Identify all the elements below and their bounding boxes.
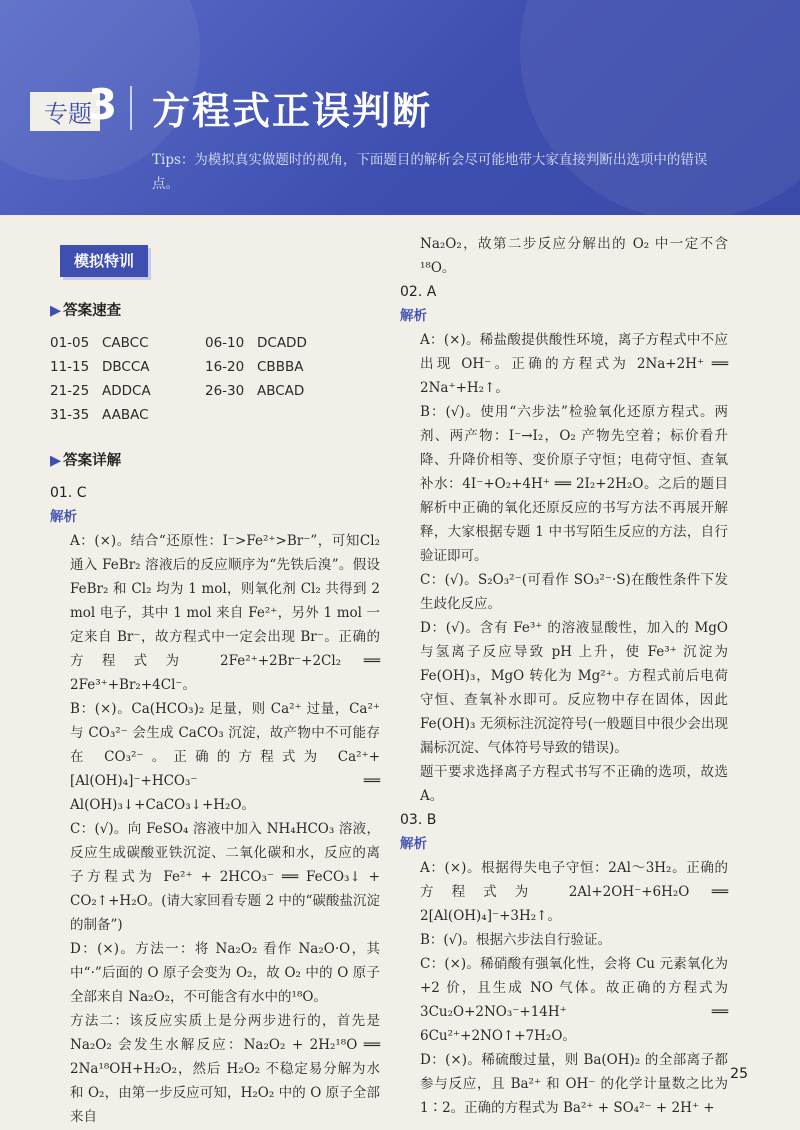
analysis-paragraph: C：(×)。稀硝酸有强氧化性，会将 Cu 元素氧化为+2 价，且生成 NO 气体。故正确的方程式为 3Cu₂O+2NO₃⁻+14H⁺ ══ 6Cu²⁺+2NO↑+7H₂O。	[420, 956, 728, 1044]
answer-range: 11-15	[50, 359, 90, 375]
answer-range: 01-05	[50, 335, 90, 351]
analysis-label: 解析	[400, 308, 427, 324]
analysis-paragraph: B：(√)。使用“六步法”检验氧化还原方程式。两剂、两产物：I⁻→I₂，O₂ 产物先空着；标价看升降、升降价相等、变价原子守恒；电荷守恒、查氧补水：4I⁻+O₂+4H⁺ ══ 2I₂+2H₂O。之后的题目解析中正确的氧化还原反应的书写方法不再展开解释，大家根据专题 1 中书写陌生反应的方法，自行验证即可。	[420, 404, 728, 564]
right-column	[400, 232, 728, 1120]
answer-range: 31-35	[50, 407, 90, 423]
answer-cell	[50, 355, 205, 379]
answer-cell	[50, 403, 205, 427]
answer-cell	[205, 355, 360, 379]
header-banner	[0, 0, 800, 215]
answer-value: ADDCA	[102, 383, 151, 399]
answer-cell	[50, 379, 205, 403]
answer-row	[50, 379, 380, 403]
analysis-paragraph: D：(×)。方法一：将 Na₂O₂ 看作 Na₂O·O，其中“·”后面的 O 原子会变为 O₂，故 O₂ 中的 O 原子全部来自 Na₂O₂，不可能含有水中的¹⁸O。	[70, 941, 380, 1005]
analysis-paragraph: A：(×)。稀盐酸提供酸性环境，离子方程式中不应出现 OH⁻。正确的方程式为 2Na+2H⁺ ══ 2Na⁺+H₂↑。	[420, 332, 728, 396]
details-heading: ▶ 答案详解	[50, 453, 122, 469]
left-questions	[50, 481, 380, 1129]
question-number: 03. B	[400, 812, 437, 828]
right-questions	[400, 280, 728, 1120]
analysis-paragraph: A：(×)。结合“还原性：I⁻>Fe²⁺>Br⁻”，可知Cl₂ 通入 FeBr₂ 溶液后的反应顺序为“先铁后溴”。假设 FeBr₂ 和 Cl₂ 均为 1 mol，则氧化剂 Cl₂ 共得到 2 mol 电子，其中 1 mol 来自 Fe²⁺，另外 1 mol 一定来自 Br⁻，故方程式中一定会出现 Br⁻。正确的方程式为 2Fe²⁺+2Br⁻+2Cl₂ ══ 2Fe³⁺+Br₂+4Cl⁻。	[70, 533, 380, 693]
answer-value: ABCAD	[257, 383, 305, 399]
answer-value: AABAC	[102, 407, 149, 423]
page-number: 25	[730, 1066, 748, 1082]
quick-answers-heading: ▶ 答案速查	[50, 303, 122, 319]
answer-cell	[205, 331, 360, 355]
left-column	[50, 245, 380, 1129]
topic-tag: 专题	[30, 92, 100, 131]
topic-number: 3	[88, 80, 118, 129]
analysis-paragraph: C：(√)。向 FeSO₄ 溶液中加入 NH₄HCO₃ 溶液，反应生成碳酸亚铁沉淀、二氧化碳和水，反应的离子方程式为 Fe²⁺ + 2HCO₃⁻ ══ FeCO₃↓ + CO₂↑+H₂O。(请大家回看专题 2 中的“碳酸盐沉淀的制备”)	[70, 821, 380, 933]
analysis-paragraph: C：(√)。S₂O₃²⁻(可看作 SO₃²⁻·S)在酸性条件下发生歧化反应。	[420, 572, 728, 612]
answer-range: 16-20	[205, 359, 245, 375]
title-divider	[130, 86, 132, 130]
analysis-paragraph: 题干要求选择离子方程式书写不正确的选项，故选 A。	[420, 764, 728, 804]
answer-row	[50, 355, 380, 379]
analysis-label: 解析	[50, 509, 77, 525]
analysis-paragraph: D：(×)。稀硫酸过量，则 Ba(OH)₂ 的全部离子都参与反应，且 Ba²⁺ 和 OH⁻ 的化学计量数之比为 1∶2。正确的方程式为 Ba²⁺ + SO₄²⁻ + 2H⁺ +	[420, 1052, 728, 1116]
section-badge: 模拟特训	[60, 245, 148, 277]
question-number: 01. C	[50, 485, 87, 501]
answer-range: 06-10	[205, 335, 245, 351]
answer-range: 21-25	[50, 383, 90, 399]
page-title: 方程式正误判断	[152, 89, 433, 133]
answer-cell	[205, 379, 360, 403]
triangle-icon: ▶	[50, 303, 62, 319]
answer-value: CBBBA	[257, 359, 304, 375]
analysis-paragraph: 方法二：该反应实质上是分两步进行的，首先是 Na₂O₂ 会发生水解反应：Na₂O₂ + 2H₂¹⁸O ══ 2Na¹⁸OH+H₂O₂，然后 H₂O₂ 不稳定易分解为水和 O₂，由第一步反应可知，H₂O₂ 中的 O 原子全部来自	[70, 1013, 380, 1125]
answer-cell	[50, 331, 205, 355]
answer-range: 26-30	[205, 383, 245, 399]
tips-text: Tips：为模拟真实做题时的视角，下面题目的解析会尽可能地带大家直接判断出选项中的错误点。	[152, 152, 708, 192]
analysis-label: 解析	[400, 836, 427, 852]
triangle-icon: ▶	[50, 453, 62, 469]
analysis-paragraph: B：(√)。根据六步法自行验证。	[420, 932, 612, 948]
analysis-paragraph: B：(×)。Ca(HCO₃)₂ 足量，则 Ca²⁺ 过量，Ca²⁺ 与 CO₃²⁻ 会生成 CaCO₃ 沉淀，故产物中不可能存在 CO₃²⁻。正确的方程式为 Ca²⁺+[Al(OH)₄]⁻+HCO₃⁻ ══ Al(OH)₃↓+CaCO₃↓+H₂O。	[70, 701, 380, 813]
answer-row	[50, 331, 380, 355]
answer-value: DBCCA	[102, 359, 150, 375]
answer-row	[50, 403, 380, 427]
answer-value: CABCC	[102, 335, 149, 351]
answer-table	[50, 331, 380, 427]
analysis-paragraph: D：(√)。含有 Fe³⁺ 的溶液显酸性，加入的 MgO 与氢离子反应导致 pH 上升，使 Fe³⁺ 沉淀为 Fe(OH)₃，MgO 转化为 Mg²⁺。方程式前后电荷守恒、查氧补水即可。反应物中存在固体，因此 Fe(OH)₃ 无须标注沉淀符号(一般题目中很少会出现漏标沉淀、气体符号导致的错误)。	[420, 620, 728, 756]
analysis-paragraph: A：(×)。根据得失电子守恒：2Al～3H₂。正确的方程式为 2Al+2OH⁻+6H₂O ══ 2[Al(OH)₄]⁻+3H₂↑。	[420, 860, 728, 924]
question-number: 02. A	[400, 284, 437, 300]
continuation-text: Na₂O₂，故第二步反应分解出的 O₂ 中一定不含¹⁸O。	[420, 236, 728, 276]
answer-value: DCADD	[257, 335, 307, 351]
